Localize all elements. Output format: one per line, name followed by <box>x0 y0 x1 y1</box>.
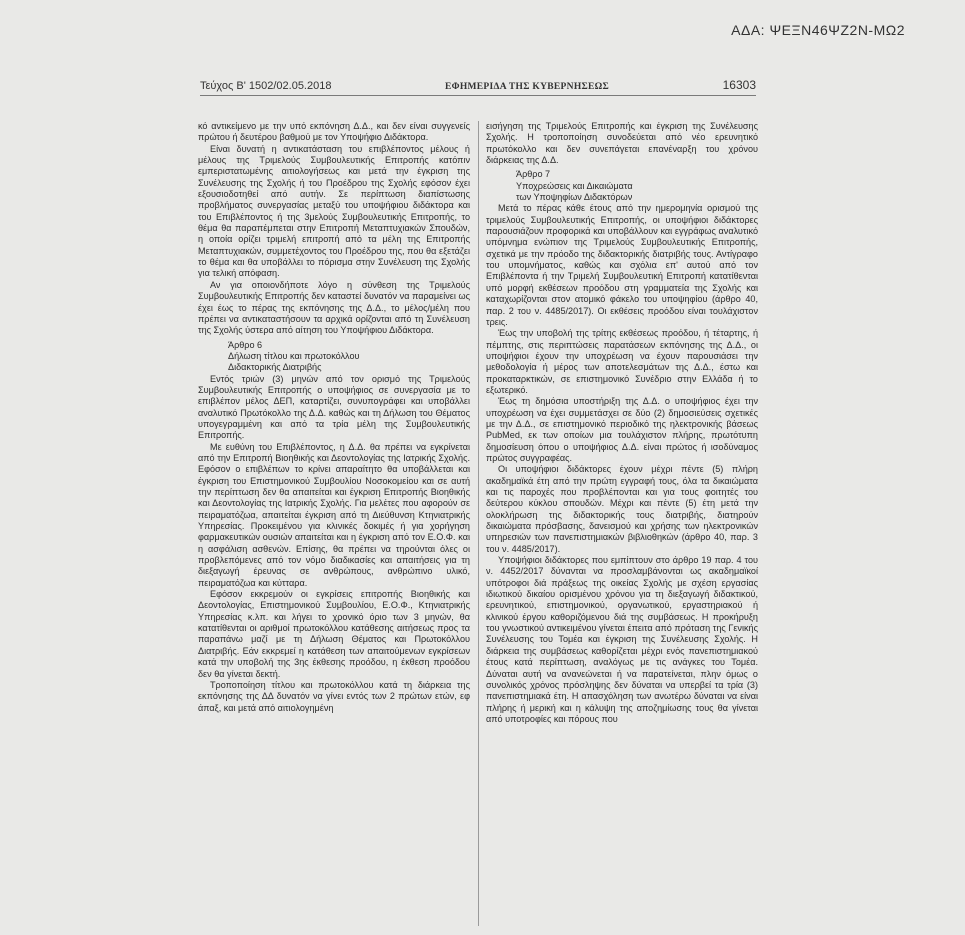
right-column <box>486 121 758 926</box>
paragraph: Μετά το πέρας κάθε έτους από την ημερομηνία ορισμού της τριμελούς Συμβουλευτικής Επιτροπής, οι υποψήφιοι διδάκτορες παρουσιάζουν προφορικά και υποβάλλουν και εγγράφως αναλυτικό υπόμνημα ενώπιον της Τριμελούς Συμβουλευτικής Επιτροπής, σχετικά με την πρόοδο της διδακτορικής διατριβής τους. Αντίγραφο του υπομνήματος, καθώς και σχόλια επ' αυτού από τον Επιβλέποντα ή την Τριμελή Συμβουλευτική Επιτροπή κατατίθενται υπό μορφή εκθέσεων προόδου στη γραμματεία της Σχολής και καταχωρίζονται στον ατομικό φάκελο του υποψηφίου (άρθρο 40, παρ. 2 του ν. 4485/2017). Οι εκθέσεις προόδου είναι τουλάχιστον τρεις. <box>486 203 758 327</box>
paragraph: εισήγηση της Τριμελούς Επιτροπής και έγκριση της Συνέλευσης Σχολής. Η τροποποίηση συνοδεύεται από νέο ερευνητικό πρωτόκολλο και δεν συνεπάγεται επανέναρξη του χρόνου διάρκειας της Δ.Δ. <box>486 121 758 166</box>
paragraph: Με ευθύνη του Επιβλέποντος, η Δ.Δ. θα πρέπει να εγκρίνεται από την Επιτροπή Βιοηθικής και Δεοντολογίας της Ιατρικής Σχολής. Εφόσον ο επιβλέπων το κρίνει απαραίτητο θα υποβάλλεται και έγκριση του Επιστημονικού Συμβουλίου Νοσοκομείου και σε αυτή την περίπτωση δεν θα απαιτείται και έγκριση Επιτροπής Βιοηθικής και Δεοντολογίας της Ιατρικής Σχολής. Για μελέτες που αφορούν σε πειραματόζωα, απαιτείται έγκριση από τη Διεύθυνση Κτηνιατρικής Υπηρεσίας. Προκειμένου για κλινικές δοκιμές ή για χορήγηση φαρμακευτικών ουσιών απαιτείται και η έγκριση από τον Ε.Ο.Φ. και η ασφάλιση ασθενών. Επίσης, θα πρέπει να τηρούνται όλες οι προβλεπόμενες από τον νόμο διαδικασίες και απαιτήσεις για τη διεξαγωγή έρευνας σε ανθρώπους, ανθρώπινο υλικό, πειραματόζωα και κύτταρα. <box>198 441 470 588</box>
paragraph: κό αντικείμενο με την υπό εκπόνηση Δ.Δ., και δεν είναι συγγενείς πρώτου ή δευτέρου βαθμού με τον Υποψήφιο Διδάκτορα. <box>198 121 470 143</box>
paragraph: Τροποποίηση τίτλου και πρωτοκόλλου κατά τη διάρκεια της εκπόνησης της ΔΔ δυνατόν να γίνει εντός των 2 πρώτων ετών, εφ άπαξ, και μετά από αιτιολογημένη <box>198 679 470 713</box>
page-number: 16303 <box>722 78 756 92</box>
paragraph: Έως τη δημόσια υποστήριξη της Δ.Δ. ο υποψήφιος έχει την υποχρέωση να έχει συμμετάσχει σε δύο (2) δημοσιεύσεις σχετικές με την Δ.Δ., σε επιστημονικό περιοδικό της ηλεκτρονικής βάσεως PubMed, εκ των οποίων μια τουλάχιστον πλήρης, πρωτότυπη δημοσίευση όπου ο υποψήφιος Δ.Δ. είναι πρώτος ή ισοδύναμος πρώτος συγγραφέας. <box>486 396 758 463</box>
paragraph: Είναι δυνατή η αντικατάσταση του επιβλέποντος μέλους ή μέλους της Τριμελούς Συμβουλευτικής Επιτροπής κατόπιν εμπεριστατωμένης αιτιολογήσεως και μετά την έγκριση της Συνέλευσης της Σχολής ή του Προέδρου της Σχολής εφόσον έχει εξουσιοδοτηθεί από αυτήν. Σε περίπτωση διαπίστωσης προβλήματος συνεργασίας μεταξύ του υποψήφιου διδάκτορα και του Επιβλέποντος ή της 3μελούς Συμβουλευτικής Επιτροπής, το θέμα θα παραπέμπεται στην Επιτροπή Μεταπτυχιακών Σπουδών, η οποία ορίζει τριμελή επιτροπή από τα μέλη της Επιτροπής Μεταπτυχιακών, συμμετέχοντος του Προέδρου της, που θα εξετάζει το θέμα και θα υποβάλλει το πόρισμα στην Συνέλευση της Σχολής για τελική απόφαση. <box>198 143 470 279</box>
paragraph: Εφόσον εκκρεμούν οι εγκρίσεις επιτροπής Βιοηθικής και Δεοντολογίας, Επιστημονικού Συμβουλίου, Ε.Ο.Φ., Κτηνιατρικής Υπηρεσίας κ.λπ. και λήγει το χρονικό όριο των 3 μηνών, θα κατατίθενται οι αριθμοί πρωτοκόλλου κατάθεσης αιτήσεως προς τα παραπάνω μαζί με τη Δήλωση Θέματος και Πρωτοκόλλου Διατριβής. Εάν εκκρεμεί η κατάθεση των απαιτούμενων εγκρίσεων κατά την υποβολή της 3ης έκθεσης προόδου, η έκθεση προόδου δεν θα γίνεται δεκτή. <box>198 589 470 679</box>
document-body <box>198 121 758 926</box>
ada-code: ΑΔΑ: ΨΕΞΝ46ΨΖ2Ν-ΜΩ2 <box>731 22 905 38</box>
article-6-heading-line2: Διδακτορικής Διατριβής <box>228 362 322 373</box>
paragraph: Οι υποψήφιοι διδάκτορες έχουν μέχρι πέντε (5) πλήρη ακαδημαϊκά έτη από την πρώτη εγγραφή τους, όλα τα δικαιώματα και τις παροχές που προβλέπονται και για τους φοιτητές του δεύτερου κύκλου σπουδών. Μέχρι και πέντε (5) έτη μετά την ολοκλήρωση της διδακτορικής τους διατριβής, διατηρούν δικαιώματα πρόσβασης, δανεισμού και χρήσης των ηλεκτρονικών υπηρεσιών των πανεπιστημιακών βιβλιοθηκών (άρθρο 40, παρ. 3 του ν. 4485/2017). <box>486 464 758 554</box>
article-7-title: Άρθρο 7 <box>516 169 551 180</box>
article-7-heading-line2: των Υποψηφίων Διδακτόρων <box>516 192 633 203</box>
article-6-title: Άρθρο 6 <box>228 339 263 350</box>
page-header <box>200 78 756 96</box>
gazette-title: ΕΦΗΜΕΡΙΔΑ ΤΗΣ ΚΥΒΕΡΝΗΣΕΩΣ <box>445 82 610 92</box>
paragraph: Υποψήφιοι διδάκτορες που εμπίπτουν στο άρθρο 19 παρ. 4 του ν. 4452/2017 δύνανται να προσλαμβάνονται ως ακαδημαϊκοί υπότροφοι διά πράξεως της οικείας Σχολής με σχέση εργασίας ιδιωτικού δικαίου ορισμένου χρόνου για τη διεξαγωγή διδακτικού, ερευνητικού, επιστημονικού, οργανωτικού, εργαστηριακού ή κλινικού έργου καθοριζόμενου διά της συμβάσεως. Η προκήρυξη του γνωστικού αντικειμένου γίνεται έπειτα από πρόταση της Γενικής Συνέλευσης του Τομέα και έγκριση της Συνέλευσης Σχολής. Η διάρκεια της συμβάσεως καθορίζεται μέχρι ενός πανεπιστημιακού έτους κατά περίπτωση, αναλόγως με τις ανάγκες του Τομέα. Δύναται αυτή να ανανεώνεται ή να παρατείνεται, πλην όμως ο συνολικός χρόνος πρόσληψης δεν δύναται να υπερβεί τα τρία (3) πανεπιστημιακά έτη. Η απασχόληση των ανωτέρω δύναται να είναι πλήρης ή μερική και η κάλυψη της αποζημίωσης τους θα γίνεται από υποτροφίες και πόρους που <box>486 555 758 724</box>
paragraph: Αν για οποιονδήποτε λόγο η σύνθεση της Τριμελούς Συμβουλευτικής Επιτροπής δεν καταστεί δυνατόν να παραμείνει ως έχει έως το πέρας της εκπόνησης της Δ.Δ., το μέλος/μέλη που πρέπει να αντικαταστήσουν τα αρχικά ορίζονται από τη Συνέλευση της Σχολής ύστερα από αίτηση του Υποψήφιου Διδάκτορα. <box>198 279 470 336</box>
issue-label: Τεύχος Β' 1502/02.05.2018 <box>200 80 332 92</box>
article-6-heading-line1: Δήλωση τίτλου και πρωτοκόλλου <box>228 350 360 361</box>
paragraph: Εντός τριών (3) μηνών από τον ορισμό της Τριμελούς Συμβουλευτικής Επιτροπής ο υποψήφιος σε συνεργασία με το επιβλέπον μέλος ΔΕΠ, καταρτίζει, συνυπογράφει και υποβάλλει αναλυτικό Πρωτόκολλο της Δ.Δ. καθώς και τη Δήλωση του Θέματος υπογεγραμμένη και από τα τρία μέλη της Συμβουλευτικής Επιτροπής. <box>198 373 470 441</box>
left-column <box>198 121 470 926</box>
paragraph: Έως την υποβολή της τρίτης εκθέσεως προόδου, ή τέταρτης, ή πέμπτης, στις περιπτώσεις παρατάσεων εκπόνησης της Δ.Δ., οι υποψήφιοι έχουν την υποχρέωση να έχουν παρουσιάσει την μεθοδολογία ή μέρος των αποτελεσμάτων της Δ.Δ., έστω και προκαταρκτικών, σε επιστημονικό Συνέδριο στην Ελλάδα ή το εξωτερικό. <box>486 328 758 395</box>
article-7-heading-line1: Υποχρεώσεις και Δικαιώματα <box>516 180 633 191</box>
